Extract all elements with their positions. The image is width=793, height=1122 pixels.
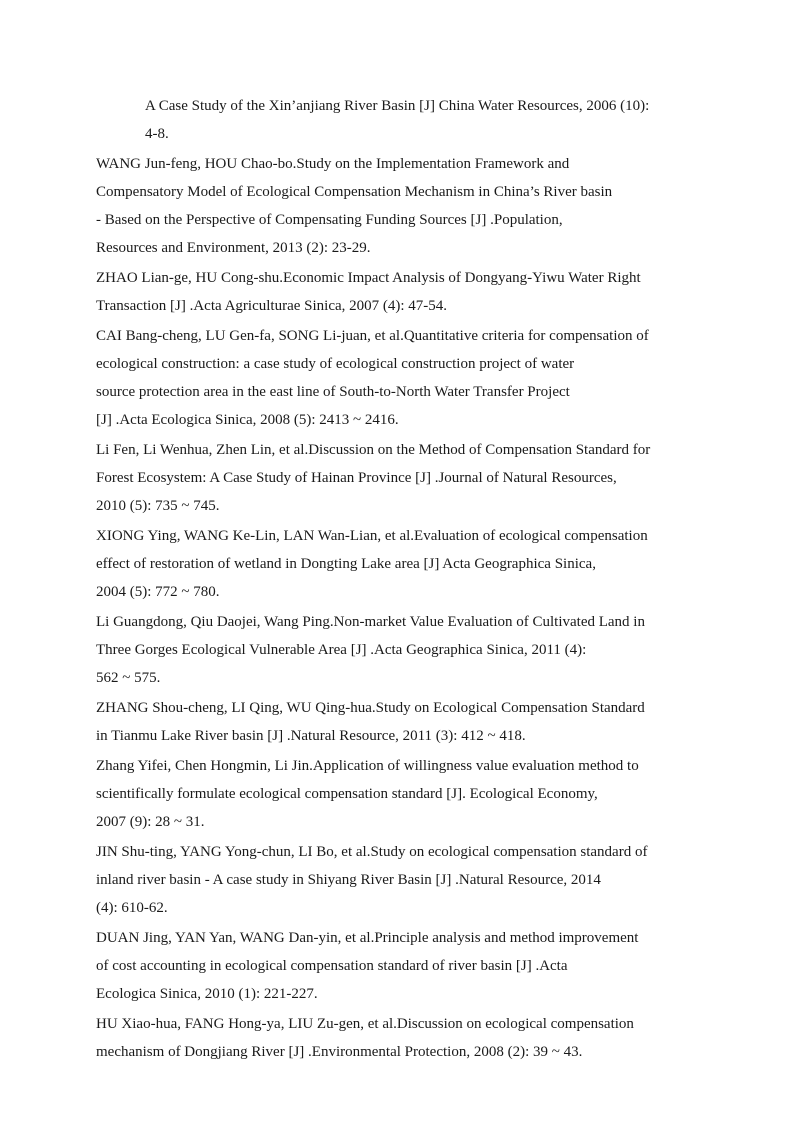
reference-entry [96, 150, 723, 262]
reference-line: - Based on the Perspective of Compensating Funding Sources [J] .Population, [96, 212, 563, 228]
reference-entry [96, 694, 723, 750]
reference-line: JIN Shu-ting, YANG Yong-chun, LI Bo, et al.Study on ecological compensation standard of [96, 844, 648, 860]
reference-line: [J] .Acta Ecologica Sinica, 2008 (5): 2413 ~ 2416. [96, 412, 399, 428]
reference-line: 4-8. [145, 126, 169, 142]
reference-line: Forest Ecosystem: A Case Study of Hainan Province [J] .Journal of Natural Resources, [96, 470, 617, 486]
reference-line: Transaction [J] .Acta Agriculturae Sinica, 2007 (4): 47-54. [96, 298, 448, 314]
reference-line: of cost accounting in ecological compensation standard of river basin [J] .Acta [96, 958, 568, 974]
reference-line: DUAN Jing, YAN Yan, WANG Dan-yin, et al.Principle analysis and method improvement [96, 930, 639, 946]
reference-line: Compensatory Model of Ecological Compensation Mechanism in China’s River basin [96, 184, 613, 200]
reference-line: ZHAO Lian-ge, HU Cong-shu.Economic Impact Analysis of Dongyang-Yiwu Water Right [96, 270, 641, 286]
reference-entry [96, 1010, 723, 1066]
reference-entry [96, 322, 723, 434]
reference-line: Three Gorges Ecological Vulnerable Area [J] .Acta Geographica Sinica, 2011 (4): [96, 642, 587, 658]
reference-line: ZHANG Shou-cheng, LI Qing, WU Qing-hua.Study on Ecological Compensation Standard [96, 700, 645, 716]
reference-line: 2010 (5): 735 ~ 745. [96, 498, 220, 514]
reference-line: Li Fen, Li Wenhua, Zhen Lin, et al.Discussion on the Method of Compensation Standard for [96, 442, 651, 458]
reference-line: (4): 610-62. [96, 900, 168, 916]
reference-continuation [96, 92, 723, 148]
reference-line: scientifically formulate ecological compensation standard [J]. Ecological Economy, [96, 786, 598, 802]
reference-line: Ecologica Sinica, 2010 (1): 221-227. [96, 986, 318, 1002]
reference-entry [96, 608, 723, 692]
reference-line: CAI Bang-cheng, LU Gen-fa, SONG Li-juan, et al.Quantitative criteria for compensation of [96, 328, 649, 344]
reference-line: A Case Study of the Xin’anjiang River Basin [J] China Water Resources, 2006 (10): [145, 98, 650, 114]
reference-entry [96, 752, 723, 836]
reference-entry [96, 436, 723, 520]
reference-line: HU Xiao-hua, FANG Hong-ya, LIU Zu-gen, et al.Discussion on ecological compensation [96, 1016, 634, 1032]
reference-line: 2004 (5): 772 ~ 780. [96, 584, 220, 600]
reference-line: Resources and Environment, 2013 (2): 23-29. [96, 240, 371, 256]
reference-line: mechanism of Dongjiang River [J] .Environmental Protection, 2008 (2): 39 ~ 43. [96, 1044, 583, 1060]
reference-entry [96, 838, 723, 922]
reference-line: ecological construction: a case study of ecological construction project of water [96, 356, 575, 372]
reference-line: in Tianmu Lake River basin [J] .Natural Resource, 2011 (3): 412 ~ 418. [96, 728, 526, 744]
reference-line: 2007 (9): 28 ~ 31. [96, 814, 205, 830]
reference-list [96, 92, 723, 1066]
reference-line: effect of restoration of wetland in Dongting Lake area [J] Acta Geographica Sinica, [96, 556, 596, 572]
reference-entry [96, 264, 723, 320]
reference-line: WANG Jun-feng, HOU Chao-bo.Study on the Implementation Framework and [96, 156, 570, 172]
reference-entry [96, 522, 723, 606]
reference-line: XIONG Ying, WANG Ke-Lin, LAN Wan-Lian, et al.Evaluation of ecological compensation [96, 528, 648, 544]
reference-line: inland river basin - A case study in Shiyang River Basin [J] .Natural Resource, 2014 [96, 872, 601, 888]
reference-entry [96, 924, 723, 1008]
reference-line: Li Guangdong, Qiu Daojei, Wang Ping.Non-market Value Evaluation of Cultivated Land in [96, 614, 645, 630]
reference-line: source protection area in the east line of South-to-North Water Transfer Project [96, 384, 570, 400]
reference-line: 562 ~ 575. [96, 670, 161, 686]
reference-line: Zhang Yifei, Chen Hongmin, Li Jin.Application of willingness value evaluation method to [96, 758, 639, 774]
